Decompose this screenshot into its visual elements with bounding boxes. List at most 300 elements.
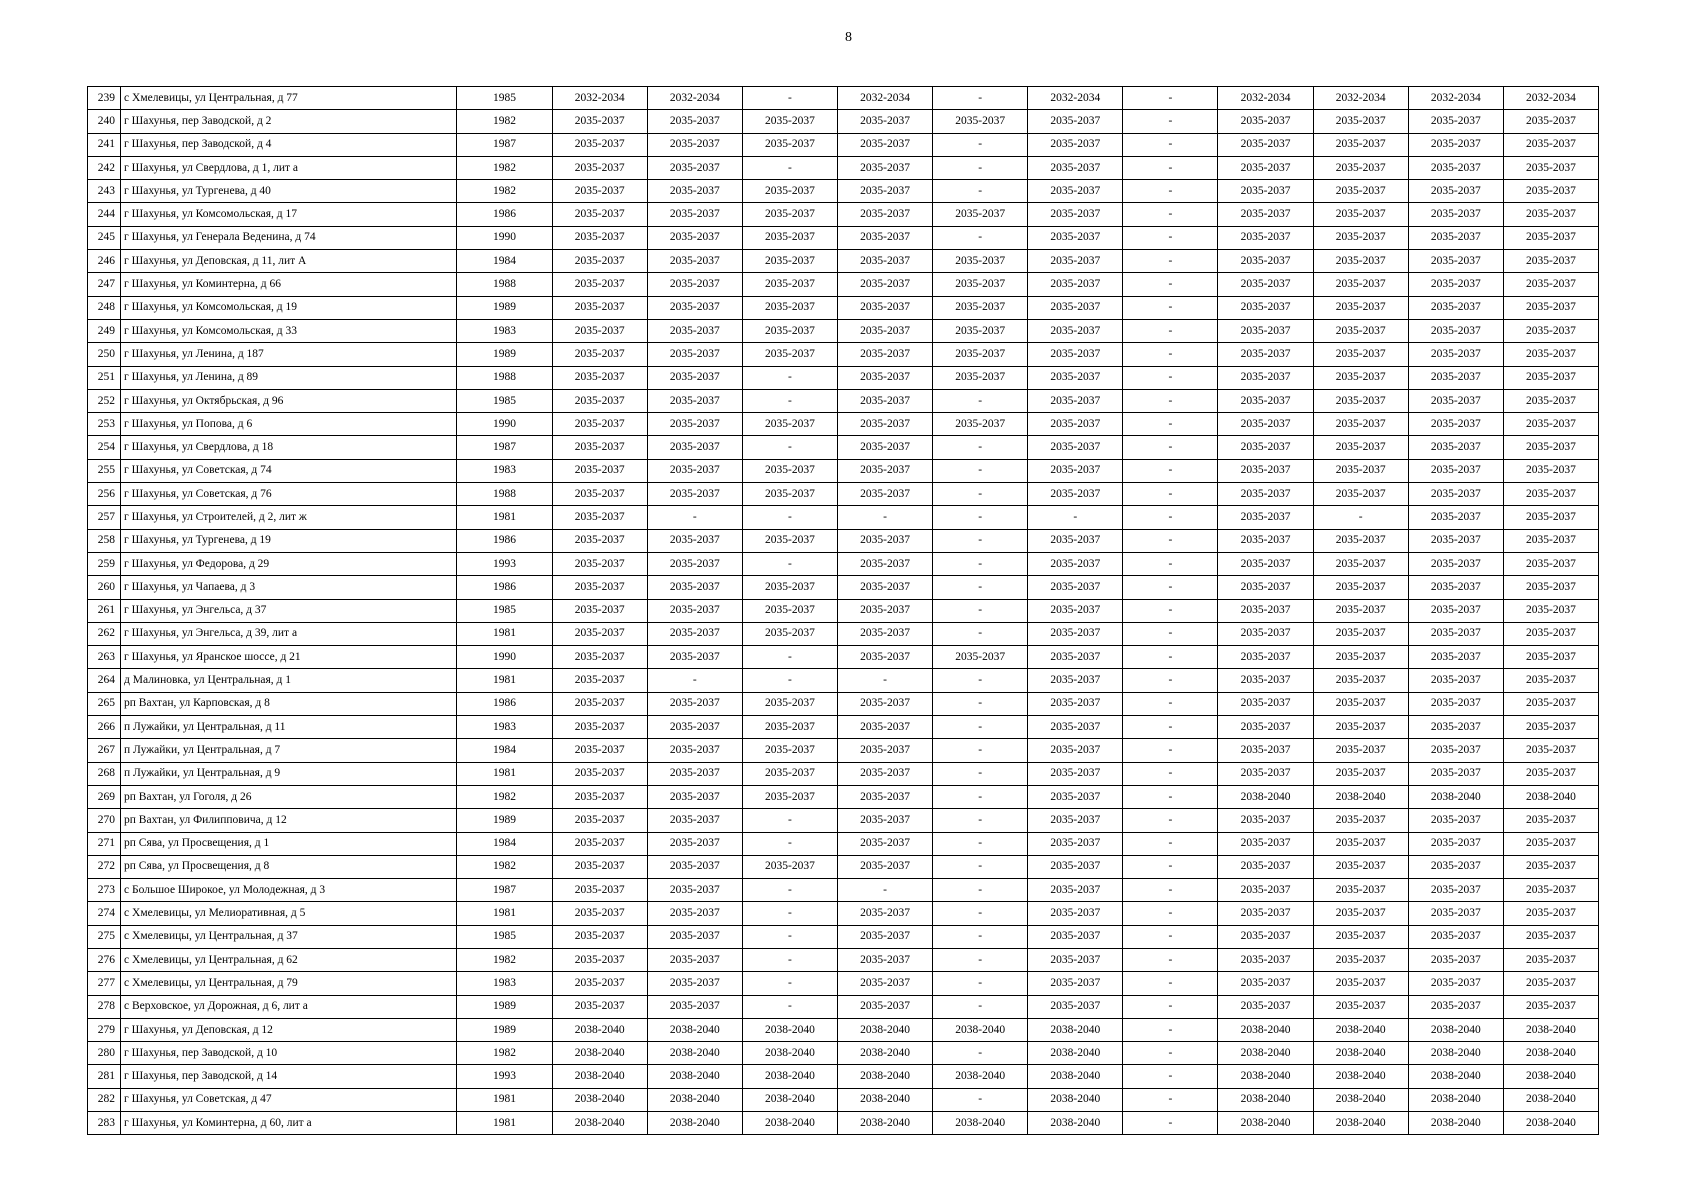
cell-period-9: 2035-2037 [1313,319,1408,342]
cell-period-7: - [1123,692,1218,715]
cell-period-5: 2035-2037 [933,110,1028,133]
cell-period-3: - [742,879,837,902]
cell-period-4: 2035-2037 [837,855,932,878]
table-row [88,762,1599,785]
cell-period-3: 2035-2037 [742,483,837,506]
cell-period-5: 2035-2037 [933,319,1028,342]
table-row [88,343,1599,366]
cell-period-4: 2035-2037 [837,296,932,319]
cell-period-7: - [1123,902,1218,925]
cell-period-1: 2032-2034 [552,87,647,110]
cell-period-6: 2035-2037 [1028,879,1123,902]
cell-period-11: 2032-2034 [1503,87,1598,110]
cell-period-5: 2035-2037 [933,646,1028,669]
cell-year-built: 1983 [457,716,552,739]
cell-address: с Верховское, ул Дорожная, д 6, лит а [121,995,457,1018]
cell-period-2: 2035-2037 [647,273,742,296]
cell-row-number: 262 [88,622,121,645]
cell-period-3: 2035-2037 [742,319,837,342]
table-row [88,692,1599,715]
cell-year-built: 1984 [457,832,552,855]
table-row [88,972,1599,995]
table-row [88,389,1599,412]
cell-address: с Хмелевицы, ул Мелиоративная, д 5 [121,902,457,925]
cell-period-10: 2038-2040 [1408,1112,1503,1135]
table-row [88,319,1599,342]
cell-period-5: - [933,739,1028,762]
cell-period-1: 2035-2037 [552,995,647,1018]
cell-period-3: 2038-2040 [742,1088,837,1111]
cell-period-10: 2035-2037 [1408,319,1503,342]
cell-period-6: 2035-2037 [1028,855,1123,878]
cell-year-built: 1990 [457,226,552,249]
cell-period-3: 2035-2037 [742,599,837,622]
cell-period-10: 2035-2037 [1408,250,1503,273]
cell-period-2: 2035-2037 [647,948,742,971]
cell-period-9: 2035-2037 [1313,250,1408,273]
cell-period-8: 2035-2037 [1218,226,1313,249]
cell-period-8: 2035-2037 [1218,902,1313,925]
cell-period-10: 2038-2040 [1408,1042,1503,1065]
cell-year-built: 1985 [457,925,552,948]
cell-period-1: 2035-2037 [552,716,647,739]
cell-period-2: 2035-2037 [647,389,742,412]
cell-period-11: 2035-2037 [1503,436,1598,459]
cell-period-10: 2035-2037 [1408,110,1503,133]
cell-period-10: 2035-2037 [1408,739,1503,762]
cell-period-8: 2032-2034 [1218,87,1313,110]
cell-period-10: 2035-2037 [1408,762,1503,785]
cell-period-7: - [1123,156,1218,179]
cell-period-3: - [742,809,837,832]
cell-period-3: - [742,832,837,855]
cell-period-5: - [933,506,1028,529]
cell-period-2: 2035-2037 [647,972,742,995]
cell-period-7: - [1123,646,1218,669]
cell-row-number: 249 [88,319,121,342]
cell-period-2: 2035-2037 [647,785,742,808]
cell-period-3: - [742,925,837,948]
cell-period-11: 2038-2040 [1503,1042,1598,1065]
cell-period-9: 2035-2037 [1313,739,1408,762]
cell-period-7: - [1123,319,1218,342]
cell-period-9: 2035-2037 [1313,389,1408,412]
cell-period-4: 2035-2037 [837,343,932,366]
table-row [88,879,1599,902]
table-row [88,226,1599,249]
cell-period-3: - [742,156,837,179]
cell-period-10: 2038-2040 [1408,1018,1503,1041]
cell-period-6: 2035-2037 [1028,366,1123,389]
cell-row-number: 240 [88,110,121,133]
table-row [88,552,1599,575]
cell-period-9: 2035-2037 [1313,156,1408,179]
cell-period-10: 2035-2037 [1408,948,1503,971]
cell-period-4: 2035-2037 [837,716,932,739]
cell-period-8: 2038-2040 [1218,1065,1313,1088]
cell-period-6: 2035-2037 [1028,389,1123,412]
cell-period-7: - [1123,180,1218,203]
cell-period-3: - [742,948,837,971]
cell-period-11: 2035-2037 [1503,995,1598,1018]
cell-address: г Шахунья, ул Тургенева, д 19 [121,529,457,552]
cell-period-4: - [837,506,932,529]
cell-row-number: 259 [88,552,121,575]
cell-period-7: - [1123,366,1218,389]
cell-row-number: 283 [88,1112,121,1135]
cell-period-1: 2038-2040 [552,1018,647,1041]
cell-address: г Шахунья, ул Деповская, д 12 [121,1018,457,1041]
cell-period-6: - [1028,506,1123,529]
cell-period-5: - [933,716,1028,739]
cell-row-number: 264 [88,669,121,692]
cell-period-11: 2035-2037 [1503,925,1598,948]
table-row [88,832,1599,855]
cell-period-6: 2035-2037 [1028,226,1123,249]
cell-period-4: 2035-2037 [837,809,932,832]
cell-period-9: 2035-2037 [1313,762,1408,785]
table-row [88,855,1599,878]
cell-period-10: 2035-2037 [1408,879,1503,902]
cell-address: г Шахунья, пер Заводской, д 10 [121,1042,457,1065]
cell-period-5: 2035-2037 [933,366,1028,389]
cell-row-number: 274 [88,902,121,925]
cell-period-7: - [1123,739,1218,762]
cell-year-built: 1988 [457,273,552,296]
cell-period-2: 2035-2037 [647,622,742,645]
cell-period-7: - [1123,832,1218,855]
cell-period-9: 2035-2037 [1313,459,1408,482]
table-row [88,250,1599,273]
cell-period-7: - [1123,809,1218,832]
cell-period-1: 2035-2037 [552,529,647,552]
cell-period-5: 2038-2040 [933,1112,1028,1135]
cell-period-7: - [1123,1112,1218,1135]
cell-period-4: 2038-2040 [837,1065,932,1088]
cell-period-4: 2035-2037 [837,273,932,296]
cell-row-number: 257 [88,506,121,529]
cell-address: г Шахунья, ул Коминтерна, д 60, лит а [121,1112,457,1135]
cell-period-10: 2035-2037 [1408,832,1503,855]
cell-period-5: - [933,156,1028,179]
cell-year-built: 1983 [457,319,552,342]
cell-row-number: 244 [88,203,121,226]
cell-period-11: 2035-2037 [1503,948,1598,971]
table-row [88,1018,1599,1041]
cell-period-1: 2035-2037 [552,669,647,692]
cell-period-5: - [933,483,1028,506]
cell-address: г Шахунья, ул Чапаева, д 3 [121,576,457,599]
cell-year-built: 1989 [457,296,552,319]
cell-period-7: - [1123,483,1218,506]
cell-period-7: - [1123,389,1218,412]
cell-period-6: 2035-2037 [1028,436,1123,459]
cell-period-5: - [933,948,1028,971]
cell-period-5: - [933,1088,1028,1111]
cell-period-9: 2035-2037 [1313,273,1408,296]
cell-period-9: 2035-2037 [1313,226,1408,249]
cell-period-5: 2035-2037 [933,250,1028,273]
cell-period-4: 2035-2037 [837,529,932,552]
cell-period-6: 2032-2034 [1028,87,1123,110]
cell-year-built: 1983 [457,459,552,482]
cell-year-built: 1982 [457,855,552,878]
cell-year-built: 1984 [457,739,552,762]
table-row [88,739,1599,762]
cell-period-4: 2035-2037 [837,646,932,669]
cell-address: г Шахунья, ул Свердлова, д 1, лит а [121,156,457,179]
cell-period-4: 2035-2037 [837,739,932,762]
cell-period-8: 2035-2037 [1218,669,1313,692]
cell-period-8: 2035-2037 [1218,692,1313,715]
cell-period-8: 2035-2037 [1218,599,1313,622]
cell-period-11: 2035-2037 [1503,389,1598,412]
cell-period-1: 2035-2037 [552,110,647,133]
cell-period-10: 2035-2037 [1408,646,1503,669]
cell-period-1: 2035-2037 [552,552,647,575]
cell-address: г Шахунья, пер Заводской, д 14 [121,1065,457,1088]
cell-period-1: 2038-2040 [552,1112,647,1135]
table-row [88,948,1599,971]
cell-period-4: 2035-2037 [837,925,932,948]
cell-period-6: 2035-2037 [1028,483,1123,506]
cell-period-1: 2035-2037 [552,879,647,902]
cell-period-11: 2035-2037 [1503,250,1598,273]
cell-period-4: 2035-2037 [837,995,932,1018]
cell-period-8: 2038-2040 [1218,1088,1313,1111]
cell-period-11: 2035-2037 [1503,133,1598,156]
cell-period-10: 2035-2037 [1408,483,1503,506]
cell-period-8: 2035-2037 [1218,552,1313,575]
cell-period-5: 2038-2040 [933,1018,1028,1041]
cell-period-11: 2035-2037 [1503,599,1598,622]
cell-period-3: 2035-2037 [742,203,837,226]
cell-period-5: - [933,599,1028,622]
cell-address: г Шахунья, ул Генерала Веденина, д 74 [121,226,457,249]
cell-period-8: 2035-2037 [1218,436,1313,459]
cell-period-8: 2035-2037 [1218,832,1313,855]
cell-period-9: 2038-2040 [1313,1088,1408,1111]
cell-row-number: 243 [88,180,121,203]
cell-period-11: 2035-2037 [1503,762,1598,785]
cell-period-9: 2035-2037 [1313,809,1408,832]
cell-address: г Шахунья, ул Попова, д 6 [121,413,457,436]
cell-address: рп Сява, ул Просвещения, д 8 [121,855,457,878]
cell-period-8: 2038-2040 [1218,1042,1313,1065]
cell-address: д Малиновка, ул Центральная, д 1 [121,669,457,692]
table-row [88,366,1599,389]
cell-row-number: 263 [88,646,121,669]
cell-row-number: 258 [88,529,121,552]
cell-period-9: 2035-2037 [1313,646,1408,669]
cell-address: рп Вахтан, ул Карповская, д 8 [121,692,457,715]
cell-period-2: 2035-2037 [647,809,742,832]
cell-period-8: 2035-2037 [1218,389,1313,412]
cell-period-10: 2038-2040 [1408,1065,1503,1088]
cell-period-5: - [933,1042,1028,1065]
cell-period-7: - [1123,948,1218,971]
cell-period-6: 2035-2037 [1028,739,1123,762]
cell-period-11: 2035-2037 [1503,506,1598,529]
cell-period-11: 2035-2037 [1503,879,1598,902]
cell-period-1: 2038-2040 [552,1088,647,1111]
cell-period-7: - [1123,273,1218,296]
cell-year-built: 1982 [457,948,552,971]
cell-year-built: 1986 [457,203,552,226]
cell-period-8: 2035-2037 [1218,716,1313,739]
cell-period-3: 2035-2037 [742,343,837,366]
cell-period-8: 2035-2037 [1218,995,1313,1018]
cell-period-1: 2035-2037 [552,250,647,273]
cell-period-11: 2035-2037 [1503,692,1598,715]
cell-address: г Шахунья, ул Коминтерна, д 66 [121,273,457,296]
cell-period-8: 2035-2037 [1218,273,1313,296]
cell-period-3: - [742,366,837,389]
cell-period-7: - [1123,576,1218,599]
cell-period-8: 2035-2037 [1218,762,1313,785]
cell-period-3: 2038-2040 [742,1042,837,1065]
cell-period-11: 2035-2037 [1503,203,1598,226]
cell-period-3: 2035-2037 [742,739,837,762]
cell-period-3: 2035-2037 [742,716,837,739]
cell-year-built: 1988 [457,483,552,506]
cell-period-2: 2038-2040 [647,1018,742,1041]
cell-period-2: 2035-2037 [647,646,742,669]
cell-period-2: - [647,669,742,692]
cell-row-number: 277 [88,972,121,995]
cell-period-7: - [1123,436,1218,459]
cell-period-4: 2035-2037 [837,133,932,156]
table-row [88,459,1599,482]
cell-period-6: 2035-2037 [1028,529,1123,552]
cell-period-11: 2035-2037 [1503,832,1598,855]
cell-period-7: - [1123,622,1218,645]
table-row [88,902,1599,925]
cell-period-1: 2035-2037 [552,366,647,389]
cell-address: г Шахунья, ул Энгельса, д 39, лит а [121,622,457,645]
cell-period-7: - [1123,203,1218,226]
cell-period-2: 2038-2040 [647,1088,742,1111]
cell-period-5: - [933,669,1028,692]
cell-period-9: 2038-2040 [1313,1065,1408,1088]
table-row [88,273,1599,296]
cell-period-6: 2038-2040 [1028,1018,1123,1041]
cell-period-4: - [837,879,932,902]
cell-year-built: 1993 [457,552,552,575]
cell-period-10: 2035-2037 [1408,576,1503,599]
cell-year-built: 1981 [457,902,552,925]
cell-period-8: 2038-2040 [1218,1018,1313,1041]
cell-period-9: 2035-2037 [1313,622,1408,645]
cell-period-9: 2035-2037 [1313,972,1408,995]
cell-row-number: 253 [88,413,121,436]
cell-period-7: - [1123,762,1218,785]
cell-period-1: 2035-2037 [552,692,647,715]
cell-period-1: 2035-2037 [552,156,647,179]
table-row [88,809,1599,832]
cell-year-built: 1983 [457,972,552,995]
cell-period-10: 2035-2037 [1408,855,1503,878]
table-row [88,995,1599,1018]
cell-period-10: 2035-2037 [1408,203,1503,226]
cell-period-4: 2038-2040 [837,1018,932,1041]
cell-period-2: 2035-2037 [647,226,742,249]
cell-period-3: 2035-2037 [742,692,837,715]
cell-period-6: 2035-2037 [1028,622,1123,645]
cell-period-3: 2035-2037 [742,110,837,133]
cell-period-10: 2035-2037 [1408,972,1503,995]
cell-period-1: 2035-2037 [552,389,647,412]
cell-period-3: 2035-2037 [742,529,837,552]
cell-period-11: 2035-2037 [1503,809,1598,832]
cell-period-2: 2035-2037 [647,413,742,436]
cell-address: с Большое Широкое, ул Молодежная, д 3 [121,879,457,902]
table-row [88,529,1599,552]
cell-period-1: 2035-2037 [552,576,647,599]
cell-period-9: 2035-2037 [1313,483,1408,506]
cell-period-11: 2035-2037 [1503,529,1598,552]
cell-period-11: 2035-2037 [1503,552,1598,575]
cell-row-number: 275 [88,925,121,948]
cell-address: с Хмелевицы, ул Центральная, д 79 [121,972,457,995]
cell-period-10: 2035-2037 [1408,599,1503,622]
cell-period-9: 2035-2037 [1313,552,1408,575]
cell-period-9: 2035-2037 [1313,366,1408,389]
cell-period-9: - [1313,506,1408,529]
cell-period-11: 2038-2040 [1503,1065,1598,1088]
cell-period-6: 2035-2037 [1028,716,1123,739]
cell-period-11: 2038-2040 [1503,1112,1598,1135]
cell-period-3: - [742,87,837,110]
cell-period-7: - [1123,87,1218,110]
cell-period-10: 2035-2037 [1408,226,1503,249]
cell-period-8: 2035-2037 [1218,343,1313,366]
cell-period-5: - [933,226,1028,249]
table-row [88,156,1599,179]
cell-period-5: - [933,436,1028,459]
cell-period-9: 2035-2037 [1313,133,1408,156]
table-row [88,669,1599,692]
cell-row-number: 254 [88,436,121,459]
cell-period-8: 2035-2037 [1218,156,1313,179]
cell-period-4: 2035-2037 [837,576,932,599]
cell-year-built: 1989 [457,1018,552,1041]
table-row [88,133,1599,156]
cell-period-7: - [1123,552,1218,575]
cell-period-3: - [742,995,837,1018]
cell-period-5: 2035-2037 [933,273,1028,296]
cell-period-11: 2035-2037 [1503,296,1598,319]
cell-year-built: 1989 [457,343,552,366]
cell-period-6: 2035-2037 [1028,273,1123,296]
cell-period-4: 2035-2037 [837,762,932,785]
table-row [88,622,1599,645]
cell-period-1: 2035-2037 [552,599,647,622]
cell-period-9: 2035-2037 [1313,832,1408,855]
table-row [88,1042,1599,1065]
cell-period-9: 2035-2037 [1313,925,1408,948]
cell-period-5: - [933,995,1028,1018]
cell-row-number: 239 [88,87,121,110]
cell-period-8: 2038-2040 [1218,785,1313,808]
cell-period-5: - [933,459,1028,482]
cell-period-2: 2035-2037 [647,156,742,179]
cell-period-6: 2035-2037 [1028,319,1123,342]
cell-period-8: 2035-2037 [1218,133,1313,156]
cell-period-6: 2035-2037 [1028,669,1123,692]
cell-period-6: 2038-2040 [1028,1112,1123,1135]
cell-period-7: - [1123,785,1218,808]
